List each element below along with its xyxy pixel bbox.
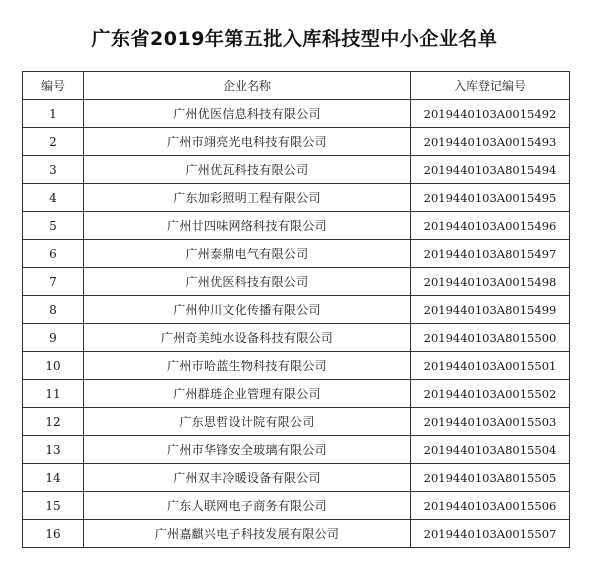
cell-registration-number: 2019440103A0015501 <box>411 352 570 380</box>
cell-registration-number: 2019440103A0015498 <box>411 268 570 296</box>
cell-number: 5 <box>23 212 84 240</box>
table-row <box>23 156 570 184</box>
column-header-number: 编号 <box>23 72 84 100</box>
cell-number: 10 <box>23 352 84 380</box>
cell-company-name: 广州泰鼎电气有限公司 <box>84 240 411 268</box>
cell-registration-number: 2019440103A8015499 <box>411 296 570 324</box>
cell-company-name: 广州市华锋安全玻璃有限公司 <box>84 436 411 464</box>
table-row <box>23 296 570 324</box>
cell-company-name: 广东加彩照明工程有限公司 <box>84 184 411 212</box>
cell-registration-number: 2019440103A8015494 <box>411 156 570 184</box>
table-row <box>23 380 570 408</box>
cell-number: 4 <box>23 184 84 212</box>
cell-company-name: 广州市翊亮光电科技有限公司 <box>84 128 411 156</box>
cell-company-name: 广州仲川文化传播有限公司 <box>84 296 411 324</box>
column-header-registration-number: 入库登记编号 <box>411 72 570 100</box>
cell-registration-number: 2019440103A8015505 <box>411 464 570 492</box>
table-row <box>23 100 570 128</box>
cell-company-name: 广州廿四味网络科技有限公司 <box>84 212 411 240</box>
cell-number: 14 <box>23 464 84 492</box>
cell-number: 13 <box>23 436 84 464</box>
cell-company-name: 广州奇美纯水设备科技有限公司 <box>84 324 411 352</box>
cell-registration-number: 2019440103A8015504 <box>411 436 570 464</box>
cell-number: 9 <box>23 324 84 352</box>
table-row <box>23 184 570 212</box>
column-header-company-name: 企业名称 <box>84 72 411 100</box>
cell-company-name: 广州优医科技有限公司 <box>84 268 411 296</box>
cell-number: 16 <box>23 520 84 548</box>
cell-number: 7 <box>23 268 84 296</box>
table-row <box>23 240 570 268</box>
cell-registration-number: 2019440103A0015493 <box>411 128 570 156</box>
table-row <box>23 408 570 436</box>
cell-registration-number: 2019440103A0015492 <box>411 100 570 128</box>
table-header-row <box>23 72 570 100</box>
cell-registration-number: 2019440103A8015500 <box>411 324 570 352</box>
table-row <box>23 436 570 464</box>
cell-company-name: 广州市哈蓝生物科技有限公司 <box>84 352 411 380</box>
cell-registration-number: 2019440103A0015502 <box>411 380 570 408</box>
cell-company-name: 广州嘉麒兴电子科技发展有限公司 <box>84 520 411 548</box>
enterprise-list-table <box>22 71 570 548</box>
cell-company-name: 广州双丰冷暖设备有限公司 <box>84 464 411 492</box>
cell-company-name: 广州优医信息科技有限公司 <box>84 100 411 128</box>
cell-number: 15 <box>23 492 84 520</box>
cell-company-name: 广州优瓦科技有限公司 <box>84 156 411 184</box>
table-row <box>23 128 570 156</box>
cell-registration-number: 2019440103A8015497 <box>411 240 570 268</box>
cell-number: 6 <box>23 240 84 268</box>
cell-registration-number: 2019440103A0015507 <box>411 520 570 548</box>
cell-number: 3 <box>23 156 84 184</box>
table-row <box>23 492 570 520</box>
cell-number: 1 <box>23 100 84 128</box>
table-row <box>23 352 570 380</box>
cell-number: 8 <box>23 296 84 324</box>
document-title: 广东省2019年第五批入库科技型中小企业名单 <box>91 28 498 50</box>
cell-number: 12 <box>23 408 84 436</box>
cell-number: 11 <box>23 380 84 408</box>
table-row <box>23 324 570 352</box>
cell-company-name: 广东人联网电子商务有限公司 <box>84 492 411 520</box>
cell-company-name: 广州群琏企业管理有限公司 <box>84 380 411 408</box>
table-row <box>23 520 570 548</box>
cell-number: 2 <box>23 128 84 156</box>
table-row <box>23 268 570 296</box>
table-body <box>23 100 570 548</box>
table-row <box>23 464 570 492</box>
table-row <box>23 212 570 240</box>
cell-registration-number: 2019440103A0015495 <box>411 184 570 212</box>
cell-registration-number: 2019440103A0015496 <box>411 212 570 240</box>
cell-registration-number: 2019440103A0015503 <box>411 408 570 436</box>
cell-company-name: 广东思哲设计院有限公司 <box>84 408 411 436</box>
cell-registration-number: 2019440103A0015506 <box>411 492 570 520</box>
